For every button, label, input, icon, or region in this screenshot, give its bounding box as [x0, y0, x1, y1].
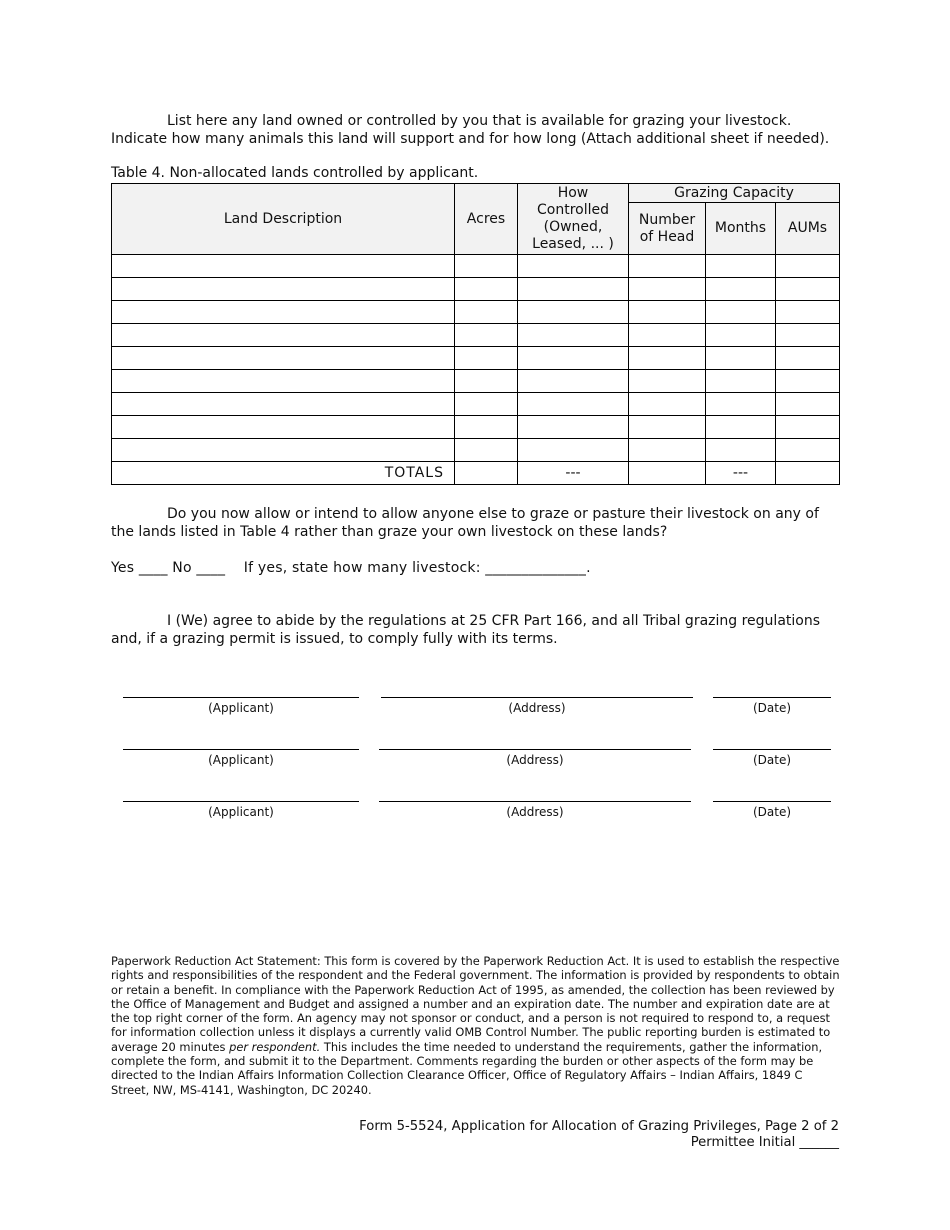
address-label: (Address) [506, 753, 564, 767]
cell-aums[interactable] [776, 278, 840, 301]
cell-acres[interactable] [455, 301, 518, 324]
cell-land-description[interactable] [112, 439, 455, 462]
cell-how-controlled[interactable] [518, 347, 629, 370]
cell-aums[interactable] [776, 255, 840, 278]
applicant-label: (Applicant) [208, 805, 274, 819]
header-months: Months [706, 203, 776, 255]
cell-acres[interactable] [455, 255, 518, 278]
cell-land-description[interactable] [112, 416, 455, 439]
cell-months[interactable] [706, 324, 776, 347]
date-signature-line[interactable] [713, 738, 831, 750]
cell-number-of-head[interactable] [629, 278, 706, 301]
cell-how-controlled[interactable] [518, 416, 629, 439]
cell-acres[interactable] [455, 278, 518, 301]
header-acres: Acres [455, 184, 518, 255]
land-table [111, 183, 840, 485]
cell-number-of-head[interactable] [629, 301, 706, 324]
cell-months[interactable] [706, 439, 776, 462]
agreement-paragraph: I (We) agree to abide by the regulations at 25 CFR Part 166, and all Tribal grazing regulations and, if a grazing permit is issued, to comply fully with its terms. [111, 613, 821, 647]
address-signature-line[interactable] [379, 738, 691, 750]
cell-how-controlled[interactable] [518, 278, 629, 301]
pra-text-after: This includes the time needed to understand the requirements, gather the information, complete the form, and submit it to the Department. Comments regarding the burden or other aspects of the form may be directed to the Indian Affairs Information Collection Clearance Officer, Office of Regulatory Affairs – Indian Affairs, 1849 C Street, NW, MS-4141, Washington, DC 20240. [111, 1039, 823, 1097]
signature-row [111, 790, 841, 842]
cell-months[interactable] [706, 370, 776, 393]
totals-number-of-head-cell[interactable] [629, 462, 706, 485]
table-row [112, 301, 840, 324]
cell-how-controlled[interactable] [518, 393, 629, 416]
cell-land-description[interactable] [112, 393, 455, 416]
cell-land-description[interactable] [112, 301, 455, 324]
address-signature-line[interactable] [379, 790, 691, 802]
cell-how-controlled[interactable] [518, 301, 629, 324]
applicant-label: (Applicant) [208, 753, 274, 767]
cell-number-of-head[interactable] [629, 324, 706, 347]
cell-acres[interactable] [455, 393, 518, 416]
date-signature-line[interactable] [713, 686, 831, 698]
cell-acres[interactable] [455, 370, 518, 393]
table-row [112, 370, 840, 393]
address-label: (Address) [506, 805, 564, 819]
cell-number-of-head[interactable] [629, 439, 706, 462]
cell-how-controlled[interactable] [518, 324, 629, 347]
applicant-signature-line[interactable] [123, 686, 359, 698]
cell-aums[interactable] [776, 324, 840, 347]
table-row [112, 439, 840, 462]
cell-months[interactable] [706, 393, 776, 416]
cell-land-description[interactable] [112, 347, 455, 370]
cell-land-description[interactable] [112, 255, 455, 278]
cell-acres[interactable] [455, 439, 518, 462]
table-row [112, 255, 840, 278]
header-number-of-head: Number of Head [629, 203, 706, 255]
cell-how-controlled[interactable] [518, 439, 629, 462]
cell-number-of-head[interactable] [629, 255, 706, 278]
cell-months[interactable] [706, 347, 776, 370]
cell-months[interactable] [706, 255, 776, 278]
cell-how-controlled[interactable] [518, 370, 629, 393]
header-land-description: Land Description [112, 184, 455, 255]
date-label: (Date) [752, 805, 792, 819]
cell-months[interactable] [706, 301, 776, 324]
paperwork-reduction-statement [111, 954, 841, 1097]
totals-row [112, 462, 840, 485]
cell-how-controlled[interactable] [518, 255, 629, 278]
cell-aums[interactable] [776, 393, 840, 416]
totals-label: TOTALS [112, 462, 455, 485]
cell-aums[interactable] [776, 301, 840, 324]
table-row [112, 278, 840, 301]
table-row [112, 416, 840, 439]
totals-how-controlled: --- [518, 462, 629, 485]
cell-aums[interactable] [776, 370, 840, 393]
cell-number-of-head[interactable] [629, 370, 706, 393]
table-caption: Table 4. Non-allocated lands controlled by applicant. [111, 165, 479, 181]
cell-months[interactable] [706, 278, 776, 301]
applicant-signature-line[interactable] [123, 790, 359, 802]
table-row [112, 347, 840, 370]
date-signature-line[interactable] [713, 790, 831, 802]
signature-row [111, 686, 841, 738]
table-row [112, 324, 840, 347]
totals-aums-cell[interactable] [776, 462, 840, 485]
address-label: (Address) [508, 701, 566, 715]
signature-row [111, 738, 841, 790]
cell-number-of-head[interactable] [629, 347, 706, 370]
table-row [112, 393, 840, 416]
date-label: (Date) [752, 753, 792, 767]
page-footer [350, 1119, 839, 1151]
header-aums: AUMs [776, 203, 840, 255]
cell-aums[interactable] [776, 439, 840, 462]
pra-text-italic: per respondent. [229, 1039, 321, 1054]
applicant-signature-line[interactable] [123, 738, 359, 750]
permittee-initial[interactable]: Permittee Initial ______ [690, 1135, 839, 1150]
pra-text-before: Paperwork Reduction Act Statement: This form is covered by the Paperwork Reduction Act. It is used to establish the respective rights and responsibilities of the respondent and the Federal government. The information is provided by respondents to obtain or retain a benefit. In compliance with the Paperwork Reduction Act of 1995, as amended, the collection has been reviewed by the Office of Management and Budget and assigned a number and an expiration date. The number and expiration date are at the top right corner of the form. An agency may not sponsor or conduct, and a person is not required to respond to, a request for information collection unless it displays a currently valid OMB Control Number. The public reporting burden is estimated to average 20 minutes [111, 954, 840, 1054]
yes-no-line[interactable]: Yes ____ No ____ If yes, state how many livestock: ______________. [111, 560, 591, 576]
form-identifier: Form 5-5524, Application for Allocation of Grazing Privileges, Page 2 of 2 [359, 1119, 839, 1134]
totals-months: --- [706, 462, 776, 485]
cell-aums[interactable] [776, 347, 840, 370]
address-signature-line[interactable] [381, 686, 693, 698]
cell-acres[interactable] [455, 324, 518, 347]
header-grazing-capacity: Grazing Capacity [629, 184, 840, 203]
header-how-controlled: How Controlled (Owned, Leased, ... ) [518, 184, 629, 255]
cell-months[interactable] [706, 416, 776, 439]
applicant-label: (Applicant) [208, 701, 274, 715]
cell-land-description[interactable] [112, 370, 455, 393]
cell-number-of-head[interactable] [629, 393, 706, 416]
signature-block [111, 686, 841, 842]
question-paragraph: Do you now allow or intend to allow anyone else to graze or pasture their livestock on any of the lands listed in Table 4 rather than graze your own livestock on these lands? [111, 506, 819, 540]
table-body [112, 255, 840, 485]
cell-number-of-head[interactable] [629, 416, 706, 439]
cell-land-description[interactable] [112, 278, 455, 301]
totals-acres-cell[interactable] [455, 462, 518, 485]
cell-acres[interactable] [455, 347, 518, 370]
cell-land-description[interactable] [112, 324, 455, 347]
cell-aums[interactable] [776, 416, 840, 439]
intro-paragraph: List here any land owned or controlled by you that is available for grazing your livestock. Indicate how many animals this land will support and for how long (Attach additional sheet if needed). [111, 113, 830, 147]
date-label: (Date) [752, 701, 792, 715]
cell-acres[interactable] [455, 416, 518, 439]
